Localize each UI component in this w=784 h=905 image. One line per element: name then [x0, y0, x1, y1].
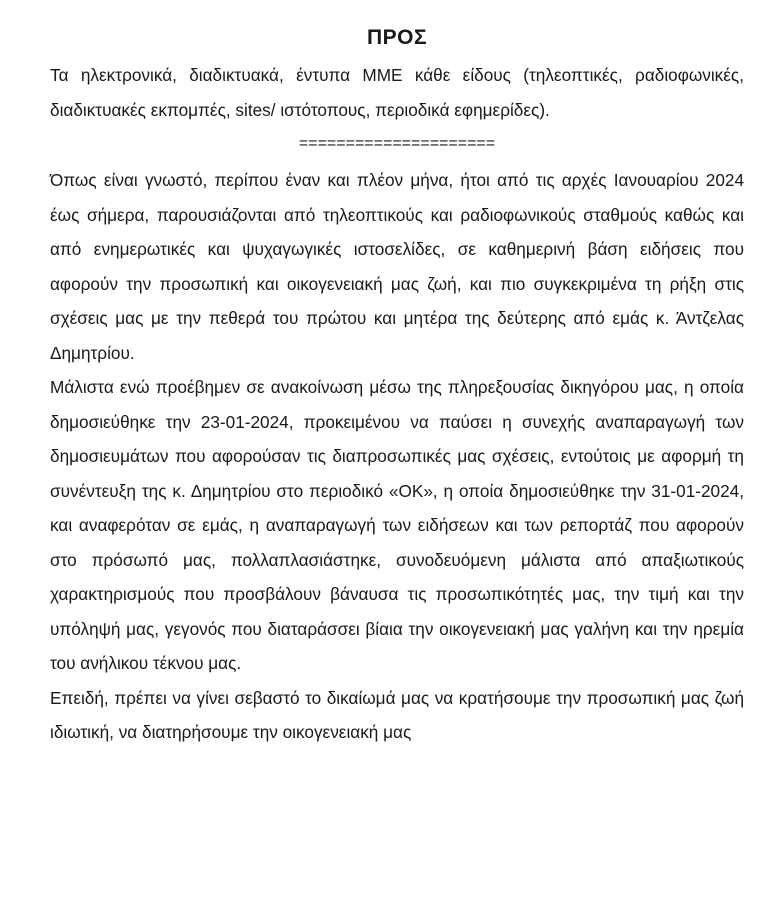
- body-paragraph-1: Όπως είναι γνωστό, περίπου έναν και πλέον μήνα, ήτοι από τις αρχές Ιανουαρίου 2024 έως σήμερα, παρουσιάζονται από τηλεοπτικούς και ραδιοφωνικούς σταθμούς καθώς και από ενημερωτικές και ψυχαγωγικές ιστοσελίδες, σε καθημερινή βάση ειδήσεις που αφορούν την προσωπική και οικογενειακή μας ζωή, και πιο συγκεκριμένα τη ρήξη στις σχέσεις μας με την πεθερά του πρώτου και μητέρα της δεύτερης από εμάς κ. Άντζελας Δημητρίου.: [50, 170, 744, 363]
- document-title: ΠΡΟΣ: [366, 26, 428, 49]
- body-paragraph-2: Μάλιστα ενώ προέβημεν σε ανακοίνωση μέσω της πληρεξουσίας δικηγόρου μας, η οποία δημοσιεύθηκε την 23-01-2024, προκειμένου να παύσει η συνεχής αναπαραγωγή των δημοσιευμάτων που αφορούσαν τις διαπροσωπικές μας σχέσεις, εντούτοις με αφορμή τη συνέντευξη της κ. Δημητρίου στο περιοδικό «ΟΚ», η οποία δημοσιεύθηκε την 31-01-2024, και αναφερόταν σε εμάς, η αναπαραγωγή των ειδήσεων και των ρεπορτάζ που αφορούν στο πρόσωπό μας, πολλαπλασιάστηκε, συνοδευόμενη μάλιστα από απαξιωτικούς χαρακτηρισμούς που προσβάλουν βάναυσα τις προσωπικότητές μας, την τιμή και την υπόληψή μας, γεγονός που διαταράσσει βίαια την οικογενειακή μας γαλήνη και την ηρεμία του ανήλικου τέκνου μας.: [50, 377, 744, 673]
- body-paragraph-3: Επειδή, πρέπει να γίνει σεβαστό το δικαίωμά μας να κρατήσουμε την προσωπική μας ζωή ιδιωτική, να διατηρήσουμε την οικογενειακή μας: [50, 687, 744, 742]
- recipients-paragraph: Τα ηλεκτρονικά, διαδικτυακά, έντυπα ΜΜΕ κάθε είδους (τηλεοπτικές, ραδιοφωνικές, διαδικτυακές εκπομπές, sites/ ιστότοπους, περιοδικά εφημερίδες).: [50, 65, 744, 120]
- separator-line: =====================: [298, 135, 496, 152]
